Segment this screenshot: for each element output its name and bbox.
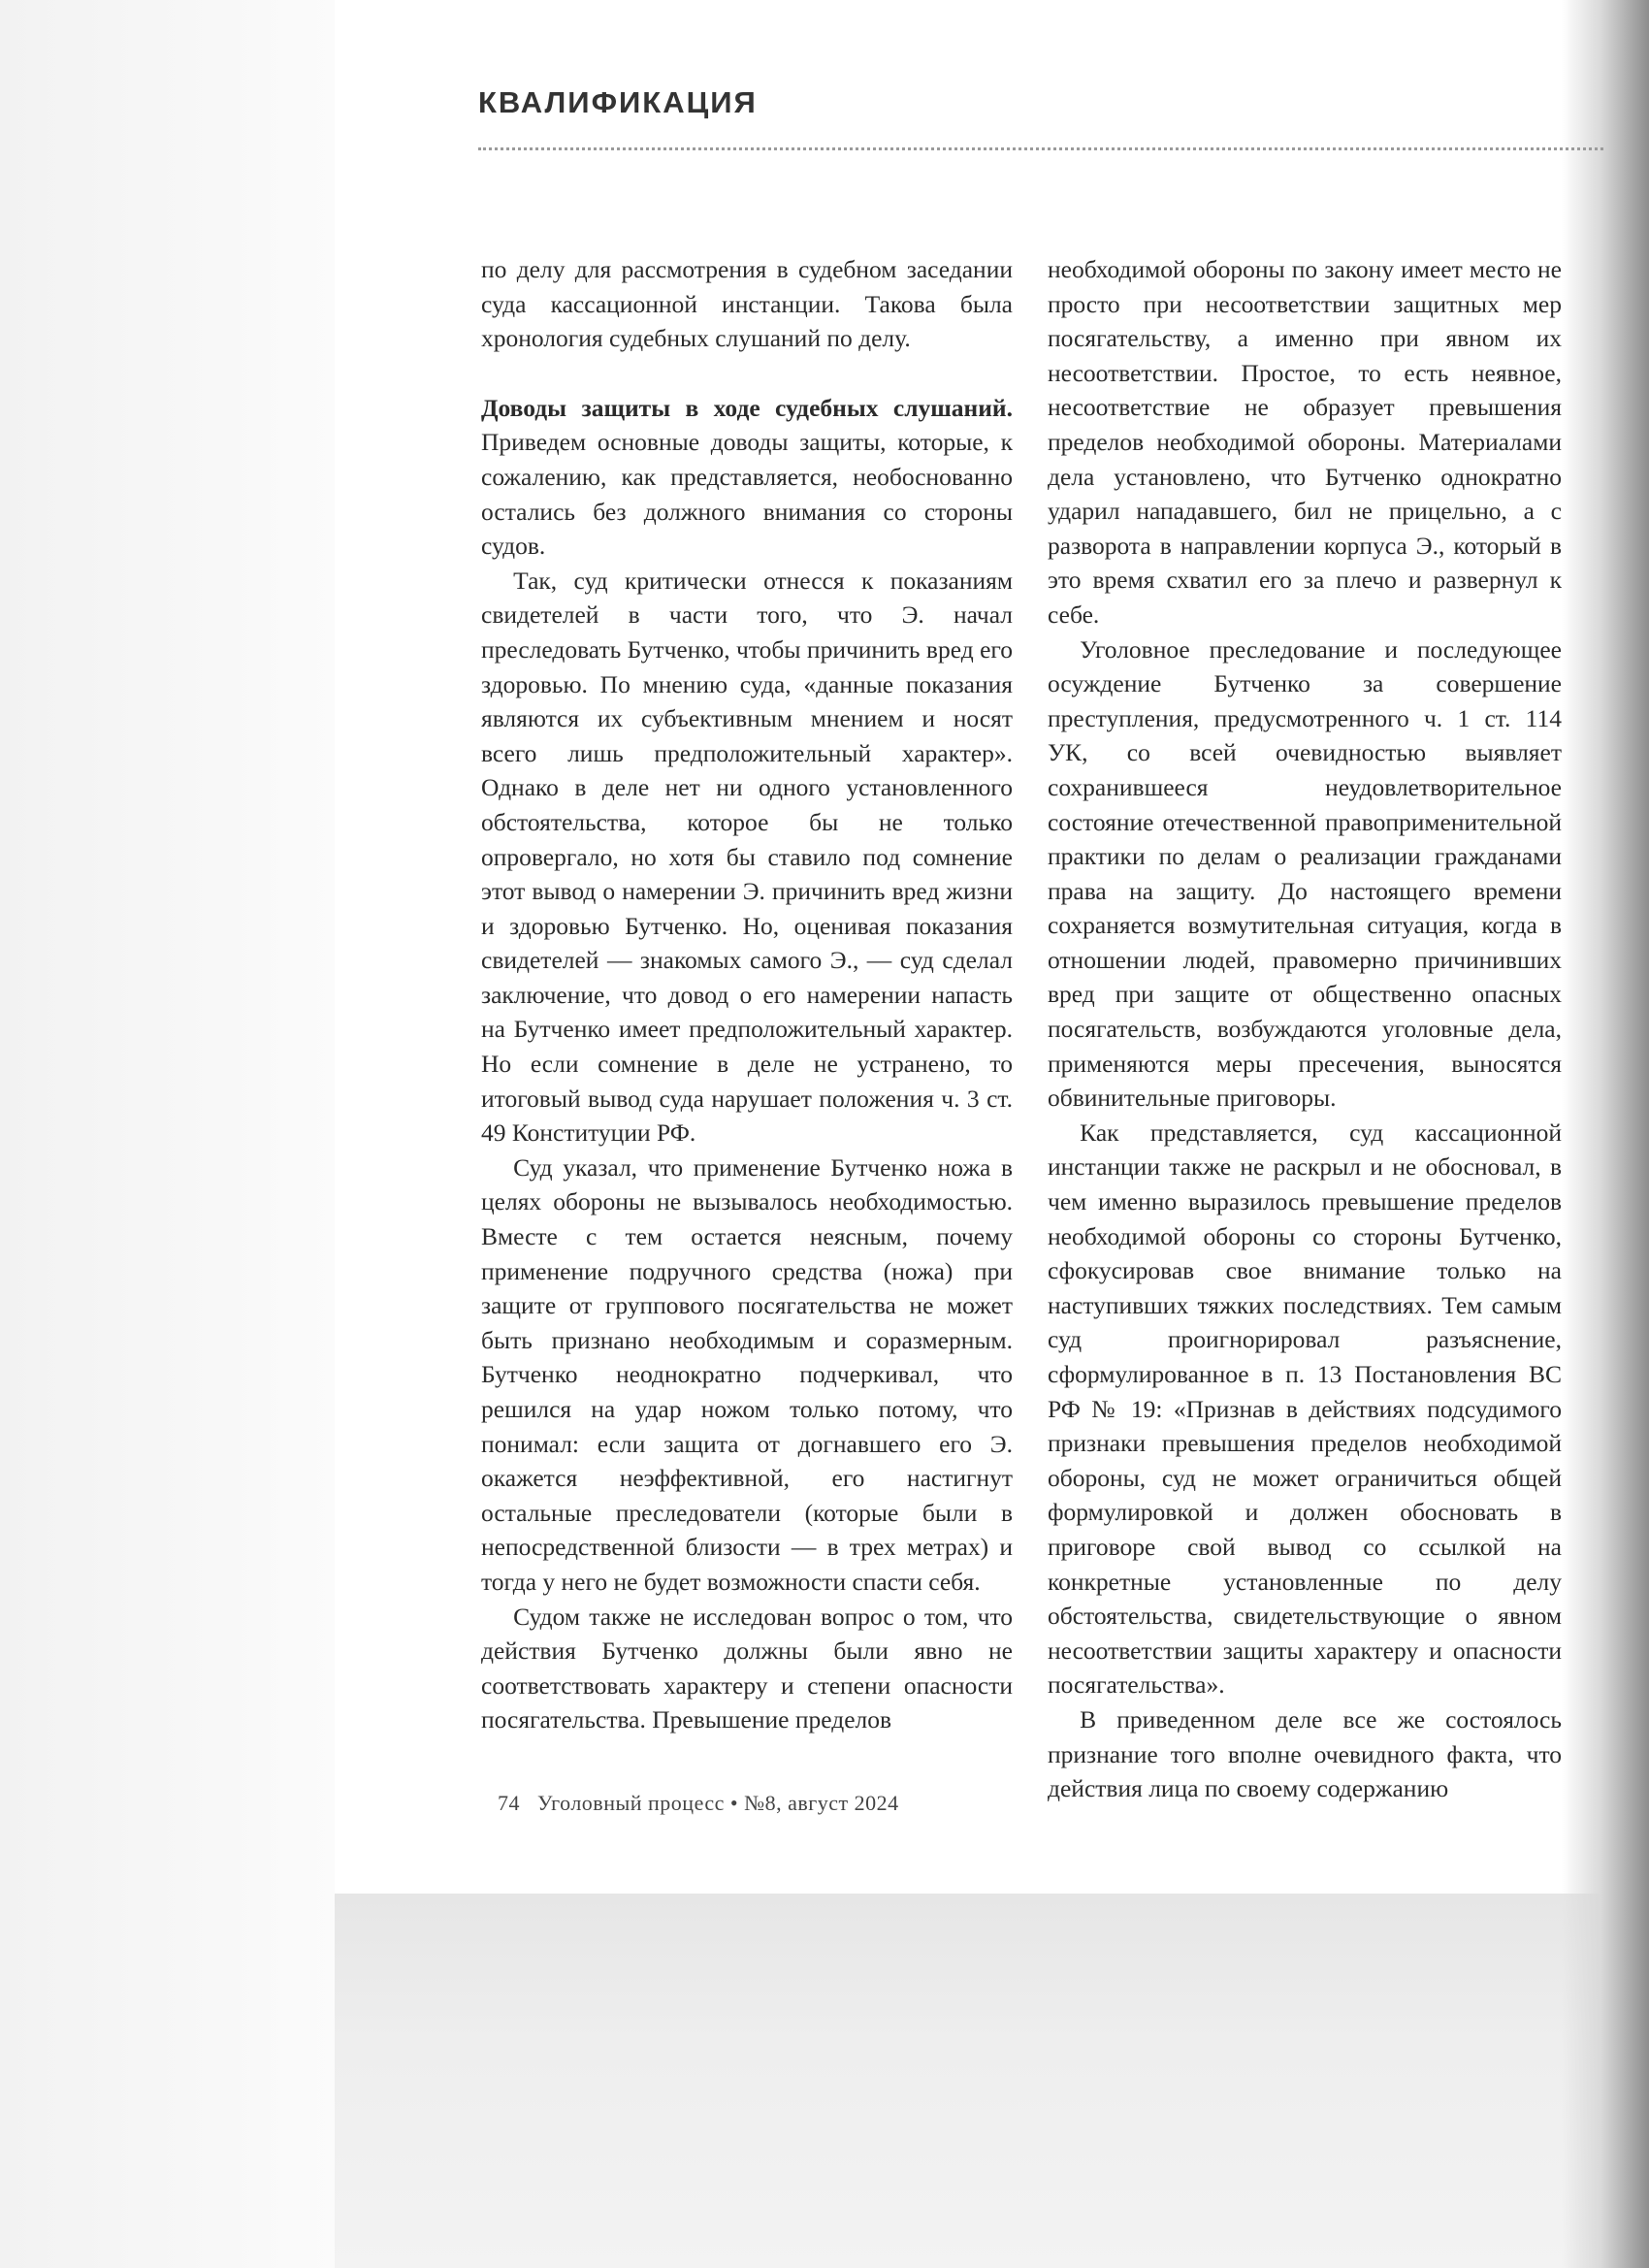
left-column [481,252,1013,1737]
paragraph: по делу для рассмотрения в судебном заседании суда кассационной инстанции. Такова была хронология судебных слушаний по делу. [481,255,1013,353]
right-column [1048,252,1562,1806]
paragraph-with-lead [481,391,1013,564]
section-header: КВАЛИФИКАЦИЯ [478,85,758,119]
page-footer [498,1791,899,1816]
scan-background-left [0,0,335,2268]
paragraph: Судом также не исследован вопрос о том, что действия Бутченко должны были явно не соответствовать характеру и степени опасности посягательства. Превышение пределов [481,1602,1013,1734]
journal-issue: Уголовный процесс • №8, август 2024 [537,1791,899,1815]
page-number: 74 [498,1791,520,1815]
scan-background-bottom [335,1894,1649,2268]
paragraph: Как представляется, суд кассационной инстанции также не раскрыл и не обосновал, в чем именно выразилось превышение пределов необходимой обороны со стороны Бутченко, сфокусировав свое внимание только на наступивших тяжких последствиях. Тем самым суд проигнорировал разъяснение, сформулированное в п. 13 Постановления ВС РФ № 19: «Признав в действиях подсудимого признаки превышения пределов необходимой обороны, суд не может ограничиться общей формулировкой и должен обосновать в приговоре свой вывод со ссылкой на конкретные установленные по делу обстоятельства, свидетельствующие о явном несоответствии защиты характеру и опасности посягательства». [1048,1118,1562,1700]
paragraph: необходимой обороны по закону имеет место не просто при несоответствии защитных мер посягательству, а именно при явном их несоответствии. Простое, то есть неявное, несоответствие не образует превышения пределов необходимой обороны. Материалами дела установлено, что Бутченко однократно ударил нападавшего, бил не прицельно, а с разворота в направлении корпуса Э., который в это время схватил его за плечо и развернул к себе. [1048,255,1562,629]
paragraph: Суд указал, что применение Бутченко ножа в целях обороны не вызывалось необходимостью. Вместе с тем остается неясным, почему применение подручного средства (ножа) при защите от группового посягательства не может быть признано необходимым и соразмерным. Бутченко неоднократно подчеркивал, что решился на удар ножом только потому, что понимал: если защита от догнавшего его Э. окажется неэффективной, его настигнут остальные преследователи (которые были в непосредственной близости — в трех метрах) и тогда у него не будет возможности спасти себя. [481,1152,1013,1596]
header-dotted-rule [478,147,1603,150]
paragraph-text: Приведем основные доводы защиты, которые, к сожалению, как представляется, необоснованно остались без должного внимания со стороны судов. [481,428,1013,561]
scan-binding-shadow [1562,0,1649,2268]
paragraph-lead-heading: Доводы защиты в ходе судебных слушаний. [481,393,1013,422]
paragraph: В приведенном деле все же состоялось признание того вполне очевидного факта, что действия лица по своему содержанию [1048,1704,1562,1803]
paragraph: Так, суд критически отнесся к показаниям свидетелей в части того, что Э. начал преследовать Бутченко, чтобы причинить вред его здоровью. По мнению суда, «данные показания являются их субъективным мнением и носят всего лишь предположительный характер». Однако в деле нет ни одного установленного обстоятельства, которое бы не только опровергало, но хотя бы ставило под сомнение этот вывод о намерении Э. причинить вред жизни и здоровью Бутченко. Но, оценивая показания свидетелей — знакомых самого Э., — суд сделал заключение, что довод о его намерении напасть на Бутченко имеет предположительный характер. Но если сомнение в деле не устранено, то итоговый вывод суда нарушает положения ч. 3 ст. 49 Конституции РФ. [481,566,1013,1148]
paragraph: Уголовное преследование и последующее осуждение Бутченко за совершение преступления, предусмотренного ч. 1 ст. 114 УК, со всей очевидностью выявляет сохранившееся неудовлетворительное состояние отечественной правоприменительной практики по делам о реализации гражданами права на защиту. До настоящего времени сохраняется возмутительная ситуация, когда в отношении людей, правомерно причинивших вред при защите от общественно опасных посягательств, возбуждаются уголовные дела, применяются меры пресечения, выносятся обвинительные приговоры. [1048,634,1562,1113]
